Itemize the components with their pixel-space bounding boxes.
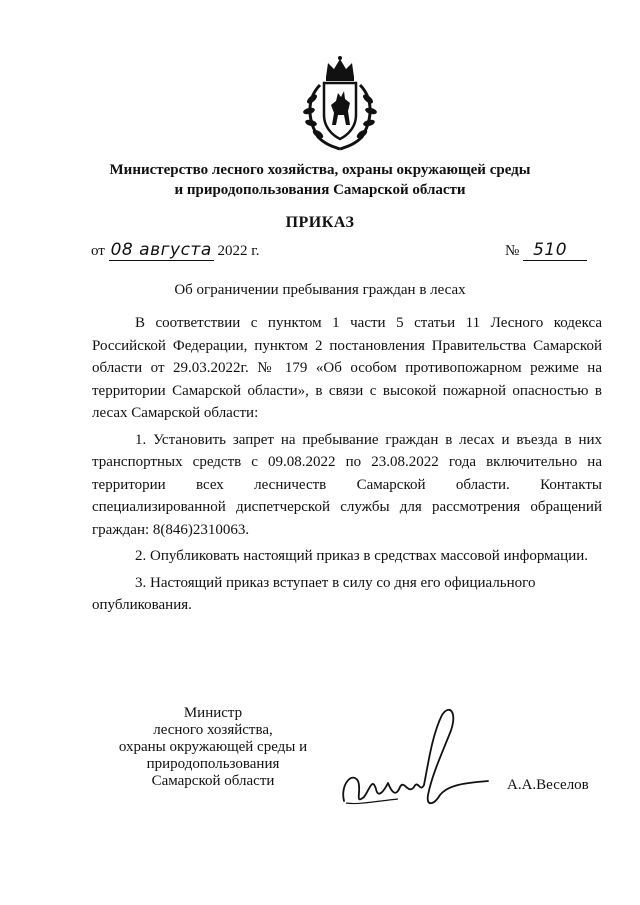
coat-of-arms-icon: [296, 55, 384, 151]
order-number: [505, 240, 587, 261]
date-year: 2022 г.: [217, 243, 260, 259]
ministry-header: [60, 160, 580, 200]
date-prefix: от: [91, 243, 105, 259]
signatory-title-line-3: охраны окружающей среды и: [118, 739, 308, 755]
handwritten-signature: [338, 705, 493, 815]
order-item-2: 2. Опубликовать настоящий приказ в средствах массовой информации.: [135, 548, 589, 564]
signatory-title: [113, 705, 313, 790]
handwritten-date: 08 августа: [110, 240, 212, 260]
order-date: [91, 240, 259, 261]
handwritten-number: 510: [523, 240, 587, 261]
order-item-3: 3. Настоящий приказ вступает в силу со дня его официального опубликования.: [92, 574, 536, 613]
order-subject: Об ограничении пребывания граждан в лесах: [174, 282, 466, 298]
signatory-title-line-5: Самарской области: [151, 773, 275, 789]
number-prefix: №: [505, 243, 520, 259]
order-item-1: 1. Установить запрет на пребывание граждан в лесах и въезда в них транспортных средств с 09.08.2022 по 23.08.2022 года включительно на территории всех лесничеств Самарской области. Контакты специализированной диспетчерской службы для рассмотрения обращений граждан: 8(846)2310063.: [92, 431, 602, 538]
signatory-title-line-4: природопользования: [146, 756, 280, 772]
signatory-title-line-2: лесного хозяйства,: [153, 722, 273, 738]
document-type-title: ПРИКАЗ: [285, 214, 355, 231]
ministry-name-line-2: и природопользования Самарской области: [174, 182, 466, 198]
signer-name: А.А.Веселов: [507, 777, 589, 793]
ministry-name-line-1: Министерство лесного хозяйства, охраны окружающей среды: [109, 162, 531, 178]
preamble-paragraph: В соответствии с пунктом 1 части 5 статьи 11 Лесного кодекса Российской Федерации, пунктом 2 постановления Правительства Самарской области от 29.03.2022г. № 179 «Об особом противопожарном режиме на территории Самарской области», в связи с высокой пожарной опасностью в лесах Самарской области:: [92, 315, 602, 421]
signatory-title-line-1: Министр: [183, 705, 243, 721]
order-body: [92, 312, 602, 621]
